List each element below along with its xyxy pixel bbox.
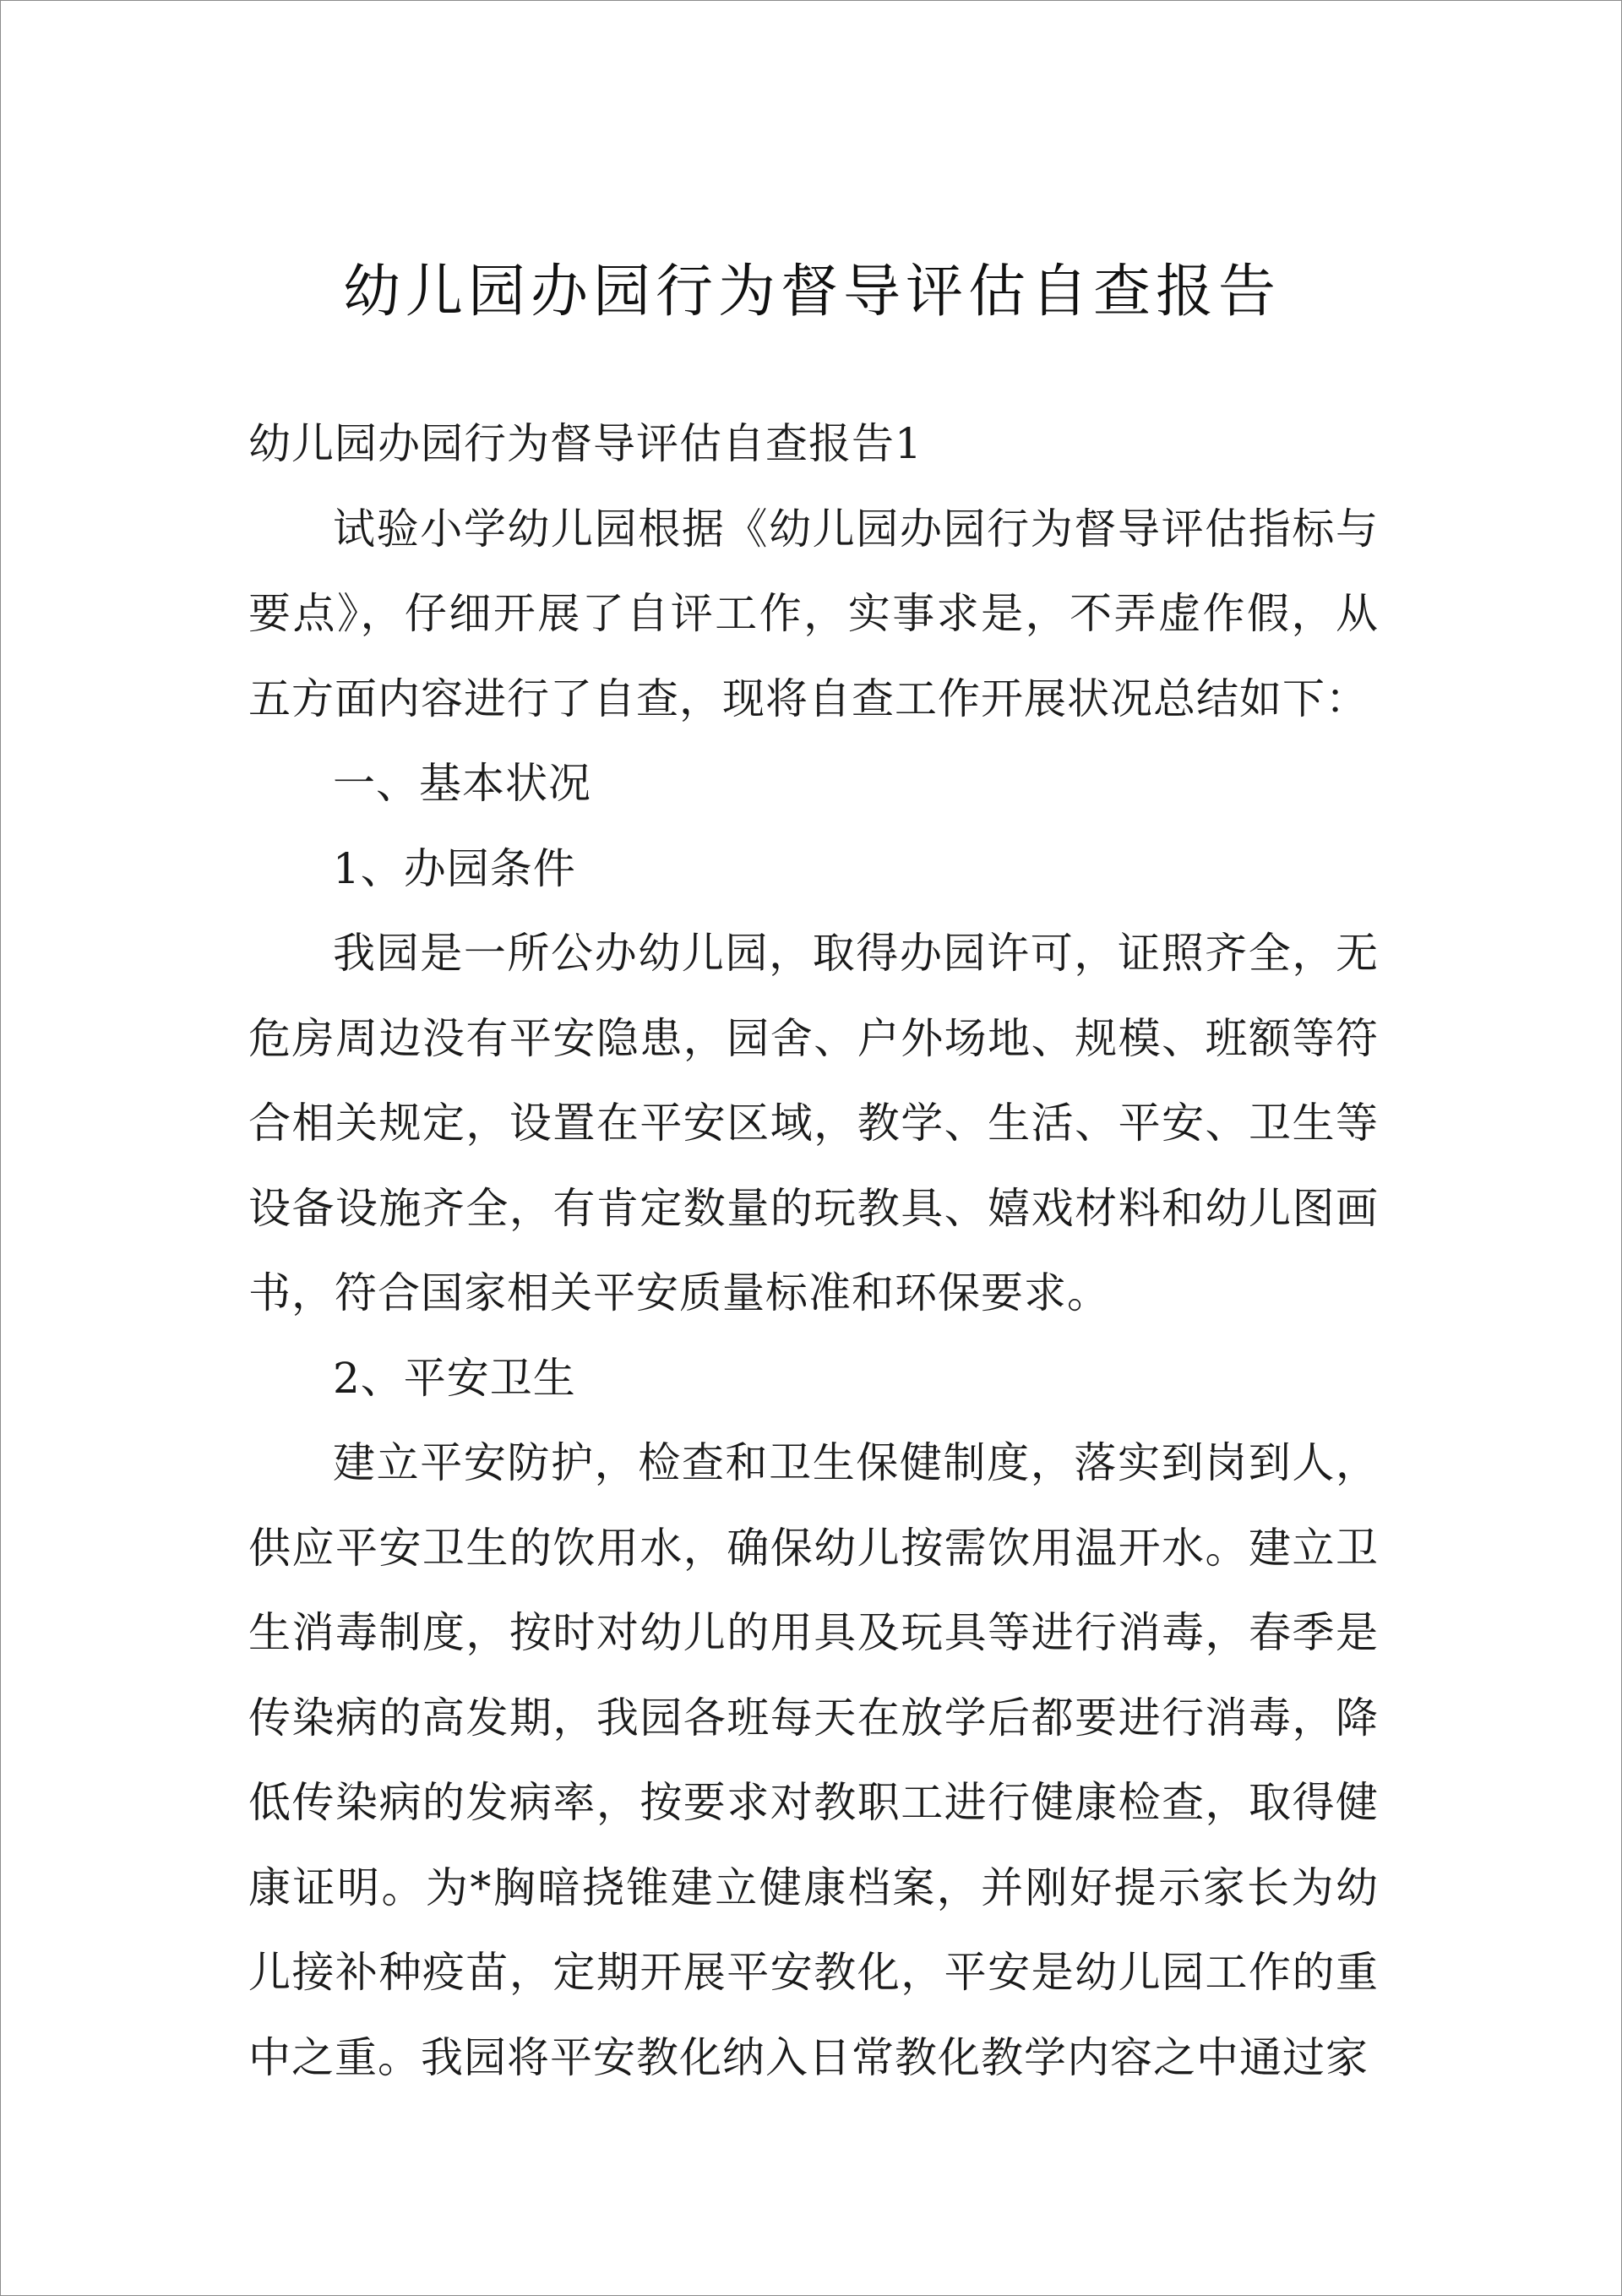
report-subtitle: 幼儿园办园行为督导评估自查报告1	[248, 419, 923, 468]
subsection-heading-safety-hygiene: 2、平安卫生	[333, 1353, 576, 1403]
section-heading-basic-status: 一、基本状况	[333, 759, 591, 808]
conditions-paragraph: 我园是一所公办幼儿园，取得办园许可，证照齐全，无危房周边没有平安隐患，园舍、户外场地、规模、班额等符合相关规定，设置在平安区域，教学、生活、平安、卫生等设备设施齐全，有肯定数量的玩教具、嬉戏材料和幼儿图画书，符合国家相关平安质量标准和环保要求。	[248, 929, 1379, 1317]
intro-paragraph: 试验小学幼儿园根据《幼儿园办园行为督导评估指标与要点》，仔细开展了自评工作，实事求是，不弄虚作假，从五方面内容进行了自查，现将自查工作开展状况总结如下：	[248, 504, 1379, 723]
subsection-heading-conditions: 1、办园条件	[333, 843, 576, 893]
document-body	[248, 401, 1379, 2100]
document-title: 幼儿园办园行为督导评估自查报告	[342, 259, 1281, 325]
safety-hygiene-paragraph: 建立平安防护，检查和卫生保健制度，落实到岗到人，供应平安卫生的饮用水，确保幼儿按需饮用温开水。建立卫生消毒制度，按时对幼儿的用具及玩具等进行消毒，春季是传染病的高发期，我园各班每天在放学后都要进行消毒，降低传染病的发病率，按要求对教职工进行健康检查，取得健康证明。为*胸暗挠锥建立健康档案，并刚好提示家长为幼儿接补种疫苗，定期开展平安教化，平安是幼儿园工作的重中之重。我园将平安教化纳入日常教化教学内容之中通过家	[248, 1438, 1379, 2082]
